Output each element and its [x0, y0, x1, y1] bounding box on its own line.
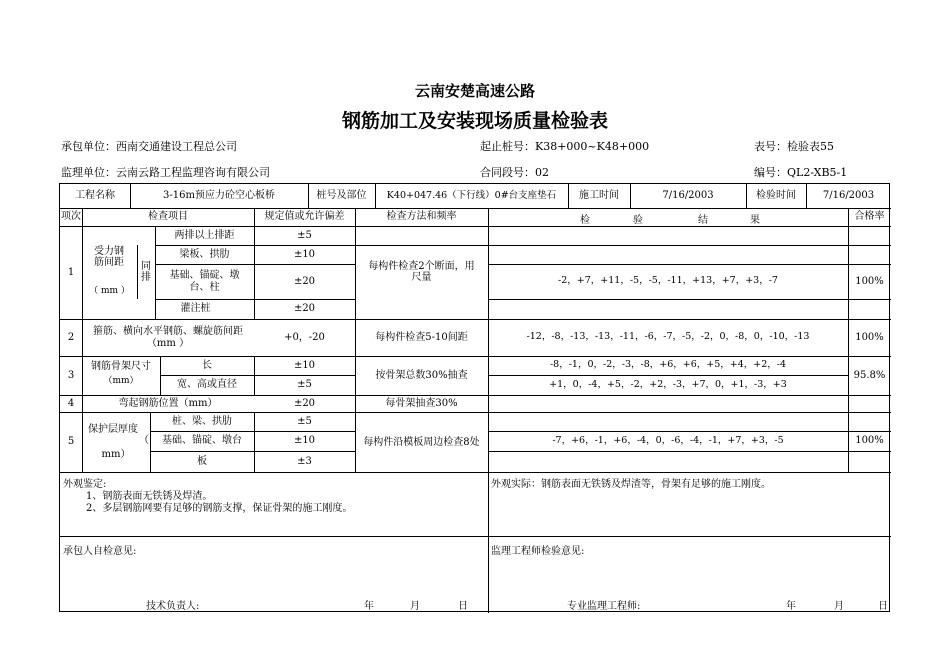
supervisor-unit: 监理单位：云南云路工程监理咨询有限公司 [61, 166, 270, 179]
row1-sub-c: 基础、锚碇、墩台、柱 [169, 270, 240, 293]
row5-sub-b: 基础、锚碇、墩台 [162, 435, 242, 447]
row1-seq: 1 [67, 266, 75, 278]
document-code: 编号：QL2-XB5-1 [754, 166, 848, 179]
col-method: 检查方法和频率 [386, 211, 457, 223]
project-name-label: 工程名称 [75, 190, 115, 202]
row1-method: 每构件检查2个断面，用尺量 [368, 260, 475, 283]
row2-result: -12，-8，-13，-13，-11，-6，-7，-5，-2，0，-8，0，-10，-13 [526, 331, 810, 343]
row2-seq: 2 [67, 331, 75, 343]
stake-range: 起止桩号：K38+000~K48+000 [480, 140, 650, 153]
col-pass-rate: 合格率 [854, 211, 885, 223]
row5-tol-c: ±3 [297, 455, 312, 467]
left-year: 年 [364, 601, 374, 612]
location-value: K40+047.46（下行线）0#台支座垫石 [386, 189, 557, 201]
row5-seq: 5 [67, 436, 75, 448]
row1-rate: 100% [855, 275, 884, 287]
contract-section: 合同段号：02 [480, 166, 549, 179]
col-tolerance: 规定值或允许偏差 [264, 211, 345, 223]
row5-paren: （ [139, 435, 149, 447]
row5-rate: 100% [855, 435, 884, 447]
supervisor-opinion: 监理工程师检验意见: [491, 546, 585, 557]
row5-unit: mm） [101, 449, 131, 461]
row3-tol-b: ±5 [297, 379, 312, 391]
row5-method: 每构件沿模板周边检查8处 [363, 437, 480, 449]
row1-tol-c: ±20 [293, 275, 316, 287]
row2-rate: 100% [855, 331, 884, 343]
page-title: 钢筋加工及安装现场质量检验表 [341, 110, 608, 132]
row3-seq: 3 [67, 369, 75, 381]
row5-result: -7，+6，-1，+6，-4，0，-6，-4，-1，+7，+3，-5 [552, 434, 784, 446]
row3-rate: 95.8% [853, 369, 886, 381]
row3-method: 按骨架总数30%抽查 [375, 369, 468, 381]
appearance-line-1: 1、钢筋表面无铁锈及焊渣。 [86, 491, 213, 502]
right-year: 年 [786, 601, 796, 612]
inspection-table [59, 183, 890, 612]
row5-tol-a: ±5 [297, 415, 312, 427]
appearance-title: 外观鉴定: [63, 479, 107, 490]
row1-result: -2，+7，+11，-5，-5，-11，+13，+7，+3，-7 [558, 275, 778, 287]
row5-item: 保护层厚度 [88, 424, 138, 436]
row4-tol: ±20 [293, 397, 316, 409]
appearance-actual: 外观实际：钢筋表面无铁锈及焊渣等，骨架有足够的施工刚度。 [491, 479, 771, 490]
row3-sub-a: 长 [202, 359, 212, 371]
contractor-opinion: 承包人自检意见: [63, 546, 137, 557]
row1-tol-b: ±10 [293, 248, 316, 260]
row3-tol-a: ±10 [293, 359, 316, 371]
row4-seq: 4 [67, 397, 75, 409]
row1-same-row: 同排 [141, 260, 151, 283]
row5-tol-b: ±10 [293, 435, 316, 447]
contractor-unit: 承包单位：西南交通建设工程总公司 [61, 140, 237, 153]
col-seq: 项次 [61, 211, 81, 223]
project-name-value: 3-16m预应力砼空心板桥 [163, 190, 275, 202]
row3-result-b: +1，0，-4，+5，-2，+2，-3，+7，0，+1，-3，+3 [549, 378, 787, 390]
row1-group-label: 受力钢筋间距 [94, 245, 124, 268]
inspect-time-label: 检验时间 [756, 190, 796, 202]
row2-method: 每构件检查5-10间距 [375, 331, 468, 343]
row3-result-a: -8，-1，0，-2，-3，-8，+6，+6，+5，+4，+2，-4 [549, 359, 787, 371]
location-label: 桩号及部位 [316, 190, 367, 202]
col-item: 检查项目 [148, 211, 188, 223]
row4-method: 每骨架抽查30% [385, 397, 458, 409]
row2-item: 箍筋、横向水平钢筋、螺旋筋间距（mm ） [93, 326, 243, 349]
row1-tol-a: ±5 [297, 229, 312, 241]
row1-sub-a: 两排以上排距 [174, 229, 235, 241]
row1-sub-d: 灌注桩 [180, 303, 211, 315]
inspect-time-value: 7/16/2003 [822, 190, 875, 202]
appearance-line-2: 2、多层钢筋网要有足够的钢筋支撑，保证骨架的施工刚度。 [86, 503, 353, 514]
row1-sub-b: 梁板、拱肋 [179, 248, 230, 260]
left-month: 月 [410, 601, 420, 612]
construct-time-value: 7/16/2003 [662, 190, 714, 202]
row2-tol: +0，-20 [284, 331, 325, 343]
row3-unit: （mm） [103, 375, 139, 386]
row1-tol-d: ±20 [293, 303, 316, 315]
row4-item: 弯起钢筋位置（mm） [118, 397, 218, 409]
row1-group-unit: （ mm ） [89, 285, 130, 296]
construct-time-label: 施工时间 [579, 190, 619, 202]
right-day: 日 [878, 601, 888, 612]
right-month: 月 [834, 601, 844, 612]
title-road: 云南安楚高速公路 [414, 82, 535, 100]
left-day: 日 [458, 601, 468, 612]
col-result: 检 验 结 果 [580, 215, 760, 226]
row5-sub-a: 桩、梁、拱肋 [172, 415, 232, 427]
row3-sub-b: 宽、高或直径 [177, 379, 237, 391]
form-number: 表号：检验表55 [754, 140, 834, 153]
engineer-signature: 专业监理工程师: [567, 601, 641, 612]
row5-sub-c: 板 [197, 455, 207, 467]
tech-lead-signature: 技术负责人: [146, 601, 200, 612]
row3-item: 钢筋骨架尺寸 [91, 361, 151, 373]
